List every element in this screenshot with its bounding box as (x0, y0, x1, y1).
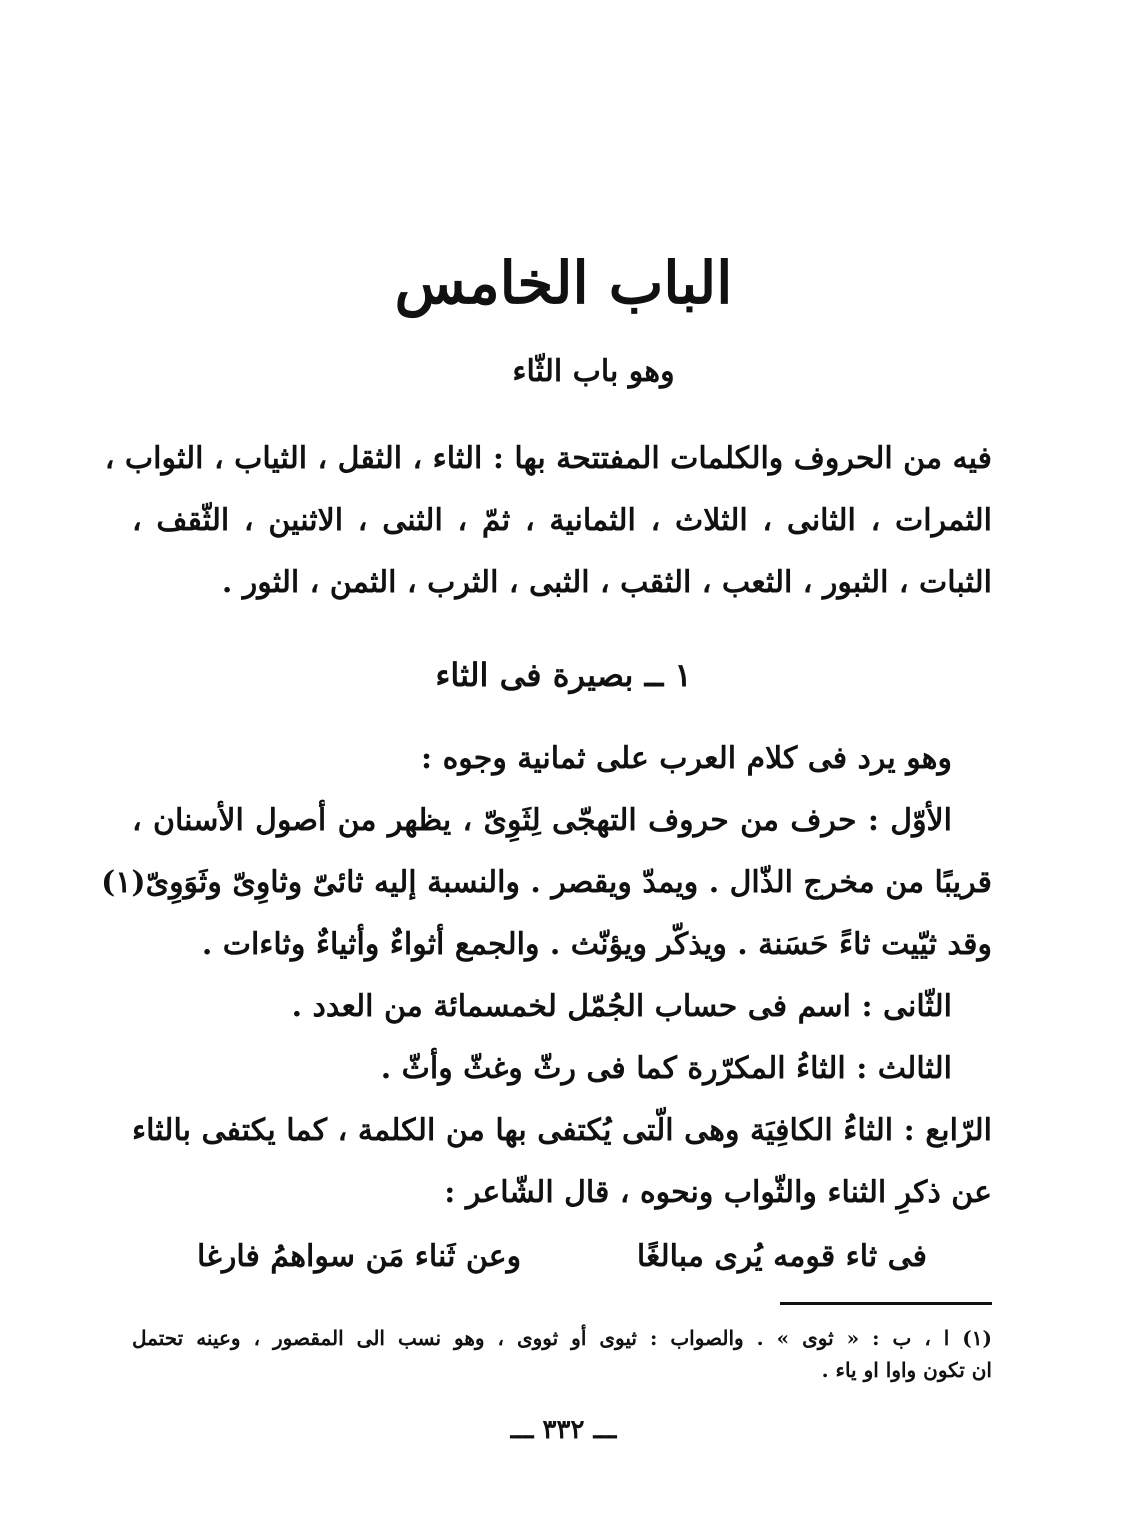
chapter-intro (104, 428, 992, 614)
body-line: الثّانى : اسم فى حساب الجُمّل لخمسمائة من العدد . (291, 989, 952, 1024)
body-line: عن ذكرِ الثناء والثّواب ونحوه ، قال الشّاعر : (444, 1175, 992, 1210)
page-number: ـــ ٣٣٢ ـــ (510, 1415, 617, 1445)
body-line: الثالث : الثاءُ المكرّرة كما فى رثّ وغثّ وأثّ . (380, 1051, 952, 1086)
poetry-verse (197, 1226, 927, 1288)
intro-line: فيه من الحروف والكلمات المفتتحة بها : الثاء ، الثقل ، الثياب ، الثواب ، (104, 441, 992, 476)
body-line: الأوّل : حرف من حروف التهجّى لِثَوِىّ ، يظهر من أصول الأسنان ، (132, 803, 952, 838)
body-line: وهو يرد فى كلام العرب على ثمانية وجوه : (421, 741, 952, 776)
section-heading: ١ ــ بصيرة فى الثاء (435, 656, 692, 694)
chapter-subtitle: وهو باب الثّاء (512, 354, 675, 389)
intro-line: الثبات ، الثبور ، الثعب ، الثقب ، الثبى ، الثرب ، الثمن ، الثور . (221, 565, 992, 600)
footnote-line: ان تكون واوا او ياء . (821, 1358, 992, 1382)
verse-second-hemistich: وعن ثَناء مَن سواهمُ فارغا (197, 1239, 522, 1274)
verse-first-hemistich: فى ثاء قومه يُرى مبالغًا (636, 1239, 927, 1274)
footnote (132, 1322, 992, 1386)
body-line: وقد ثيّيت ثاءً حَسَنة . ويذكّر ويؤنّث . والجمع أثواءٌ وأثياءٌ وثاءات . (201, 927, 992, 962)
section-body (101, 728, 992, 1224)
intro-line: الثمرات ، الثانى ، الثلاث ، الثمانية ، ثمّ ، الثنى ، الاثنين ، الثّقف ، (132, 503, 992, 538)
footnote-divider (780, 1302, 992, 1305)
body-line: قريبًا من مخرج الذّال . ويمدّ ويقصر . والنسبة إليه ثائىّ وثاوِىّ وثَوَوِىّ(١) (101, 865, 992, 900)
chapter-title: الباب الخامس (394, 249, 733, 317)
body-line: الرّابع : الثاءُ الكافِيَة وهى الّتى يُكتفى بها من الكلمة ، كما يكتفى بالثاء (132, 1113, 992, 1148)
footnote-line: (١) ا ، ب : « ثوى » . والصواب : ثيوى أو ثووى ، وهو نسب الى المقصور ، وعينه تحتمل (132, 1326, 992, 1350)
